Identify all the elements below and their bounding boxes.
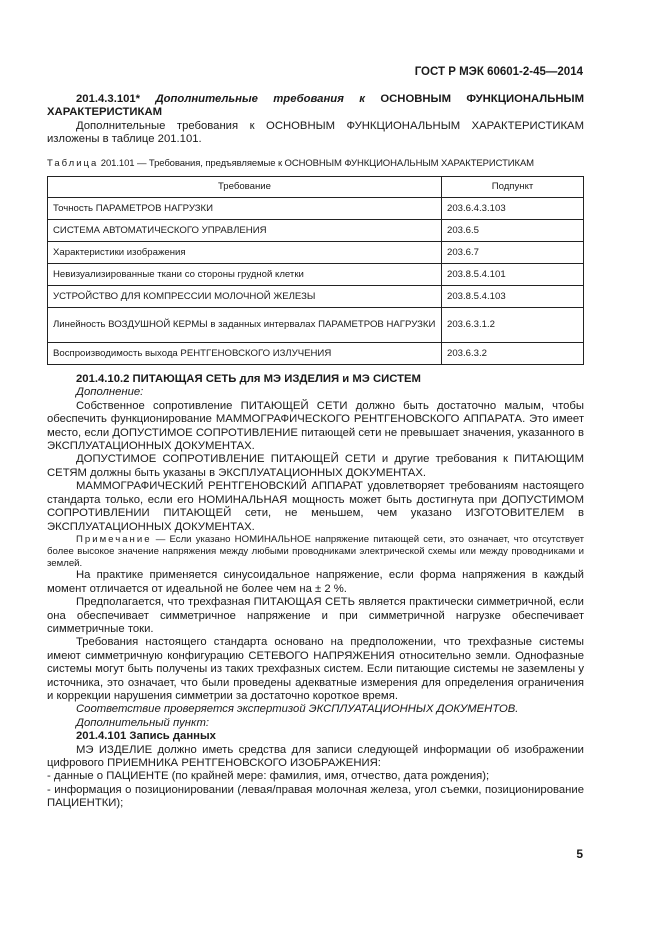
table-caption-text: 201.101 — Требования, предъявляемые к ОСНОВНЫМ ФУНКЦИОНАЛЬНЫМ ХАРАКТЕРИСТИКАМ	[98, 157, 534, 169]
section2-title: 201.4.10.2 ПИТАЮЩАЯ СЕТЬ для МЭ ИЗДЕЛИЯ и МЭ СИСТЕМ	[76, 373, 421, 386]
table-row	[48, 220, 584, 242]
section-201-4-3-101-title	[47, 93, 584, 106]
requirement-cell: Линейность ВОЗДУШНОЙ КЕРМЫ в заданных интервалах ПАРАМЕТРОВ НАГРУЗКИ	[48, 308, 442, 343]
subclause-cell: 203.8.5.4.101	[442, 264, 584, 286]
table-row	[48, 242, 584, 264]
section-201-4-10-2	[47, 373, 584, 730]
column-header-requirement: Требование	[48, 177, 442, 198]
subclause-cell: 203.6.3.2	[442, 343, 584, 365]
title-word: ОСНОВНЫМ	[380, 93, 452, 105]
table-row	[48, 343, 584, 365]
section2-paragraph: Требования настоящего стандарта основано на предположении, что трехфазные системы имеют симметричную конфигурацию СЕТЕВОГО НАПРЯЖЕНИЯ относительно земли. Однофазные системы могут быть получены из таких трехфазных систем. Если питающие системы не заземлены у источника, это означает, что были проведены адекватные измерения для определения ограничения и коррекции нарушения симметрии за достаточно короткое время.	[47, 636, 584, 702]
table-row	[48, 286, 584, 308]
column-header-subclause: Подпункт	[442, 177, 584, 198]
page-number: 5	[576, 847, 583, 861]
list-item: - информация о позиционировании (левая/правая молочная железа, угол съемки, позиционирование ПАЦИЕНТКИ);	[47, 783, 584, 810]
table-caption	[47, 157, 584, 170]
section2-paragraph: ДОПУСТИМОЕ СОПРОТИВЛЕНИЕ ПИТАЮЩЕЙ СЕТИ и другие требования к ПИТАЮЩИМ СЕТЯМ должны быть указаны в ЭКСПЛУАТАЦИОННЫХ ДОКУМЕНТАХ.	[47, 453, 584, 479]
note-text: — Если указано НОМИНАЛЬНОЕ напряжение питающей сети, это означает, что отсутствует более высокое значение напряжения между любыми проводниками электрической схемы или между проводниками и землей.	[47, 533, 584, 569]
requirement-cell: Характеристики изображения	[48, 242, 442, 264]
additional-item-label: Дополнительный пункт:	[76, 716, 210, 729]
section3-paragraph: МЭ ИЗДЕЛИЕ должно иметь средства для записи следующей информации об изображении цифрового ПРИЕМНИКА РЕНТГЕНОВСКОГО ИЗОБРАЖЕНИЯ:	[47, 743, 584, 769]
requirement-cell: Воспроизводимость выхода РЕНТГЕНОВСКОГО ИЗЛУЧЕНИЯ	[48, 343, 442, 365]
table-row	[48, 264, 584, 286]
subclause-cell: 203.8.5.4.103	[442, 286, 584, 308]
section2-paragraph: На практике применяется синусоидальное напряжение, если форма напряжения в каждый момент отличается от идеальной не более чем на ± 2 %.	[47, 569, 584, 595]
note-label: Примечание	[76, 533, 152, 545]
subclause-cell: 203.6.7	[442, 242, 584, 264]
title-word: к	[359, 93, 365, 105]
compliance-statement: Соответствие проверяется экспертизой ЭКСПЛУАТАЦИОННЫХ ДОКУМЕНТОВ.	[76, 703, 519, 716]
requirement-cell: Невизуализированные ткани со стороны грудной клетки	[48, 264, 442, 286]
requirement-cell: Точность ПАРАМЕТРОВ НАГРУЗКИ	[48, 198, 442, 220]
table-header-row	[48, 177, 584, 198]
list-item: - данные о ПАЦИЕНТЕ (по крайней мере: фамилия, имя, отчество, дата рождения);	[47, 770, 490, 783]
section-201-4-101	[47, 730, 584, 810]
section1-paragraph: Дополнительные требования к ОСНОВНЫМ ФУНКЦИОНАЛЬНЫМ ХАРАКТЕРИСТИКАМ изложены в таблице 201.101.	[47, 119, 584, 146]
subclause-cell: 203.6.3.1.2	[442, 308, 584, 343]
title-word: ФУНКЦИОНАЛЬНЫМ	[466, 93, 584, 105]
section2-paragraph: Предполагается, что трехфазная ПИТАЮЩАЯ СЕТЬ является практически симметричной, если она обеспечивает симметричное напряжение и при симметричной нагрузке обеспечивает симметричные токи.	[47, 596, 584, 635]
section2-paragraph: Собственное сопротивление ПИТАЮЩЕЙ СЕТИ должно быть достаточно малым, чтобы обеспечить функционирование МАММОГРАФИЧЕСКОГО РЕНТГЕНОВСКОГО АППАРАТА. Это имеет место, если ДОПУСТИМОЕ СОПРОТИВЛЕНИЕ питающей сети не превышает значения, указанного в ЭКСПЛУАТАЦИОННЫХ ДОКУМЕНТАХ.	[47, 399, 584, 453]
section3-title: 201.4.101 Запись данных	[76, 730, 216, 743]
page-content	[47, 93, 584, 811]
standard-header: ГОСТ Р МЭК 60601-2-45—2014	[414, 66, 583, 78]
section-title-continuation: ХАРАКТЕРИСТИКАМ	[47, 106, 163, 119]
section2-paragraph: МАММОГРАФИЧЕСКИЙ РЕНТГЕНОВСКИЙ АППАРАТ удовлетворяет требованиям настоящего стандарта только, если его НОМИНАЛЬНАЯ мощность может быть достигнута при ДОПУСТИМОМ СОПРОТИВЛЕНИИ ПИТАЮЩЕЙ сети, не меньшем, чем указано ИЗГОТОВИТЕЛЕМ в ЭКСПЛУАТАЦИОННЫХ ДОКУМЕНТАХ.	[47, 480, 584, 533]
table-row	[48, 308, 584, 343]
subclause-cell: 203.6.4.3.103	[442, 198, 584, 220]
title-word: требования	[273, 93, 344, 105]
addition-label: Дополнение:	[76, 386, 144, 399]
table-caption-word: Таблица	[47, 157, 99, 169]
requirements-table	[47, 176, 584, 365]
title-word: Дополнительные	[155, 93, 258, 105]
table-row	[48, 198, 584, 220]
title-word: 201.4.3.101*	[76, 93, 141, 105]
requirement-cell: УСТРОЙСТВО ДЛЯ КОМПРЕССИИ МОЛОЧНОЙ ЖЕЛЕЗЫ	[48, 286, 442, 308]
subclause-cell: 203.6.5	[442, 220, 584, 242]
requirement-cell: СИСТЕМА АВТОМАТИЧЕСКОГО УПРАВЛЕНИЯ	[48, 220, 442, 242]
note	[47, 534, 584, 569]
